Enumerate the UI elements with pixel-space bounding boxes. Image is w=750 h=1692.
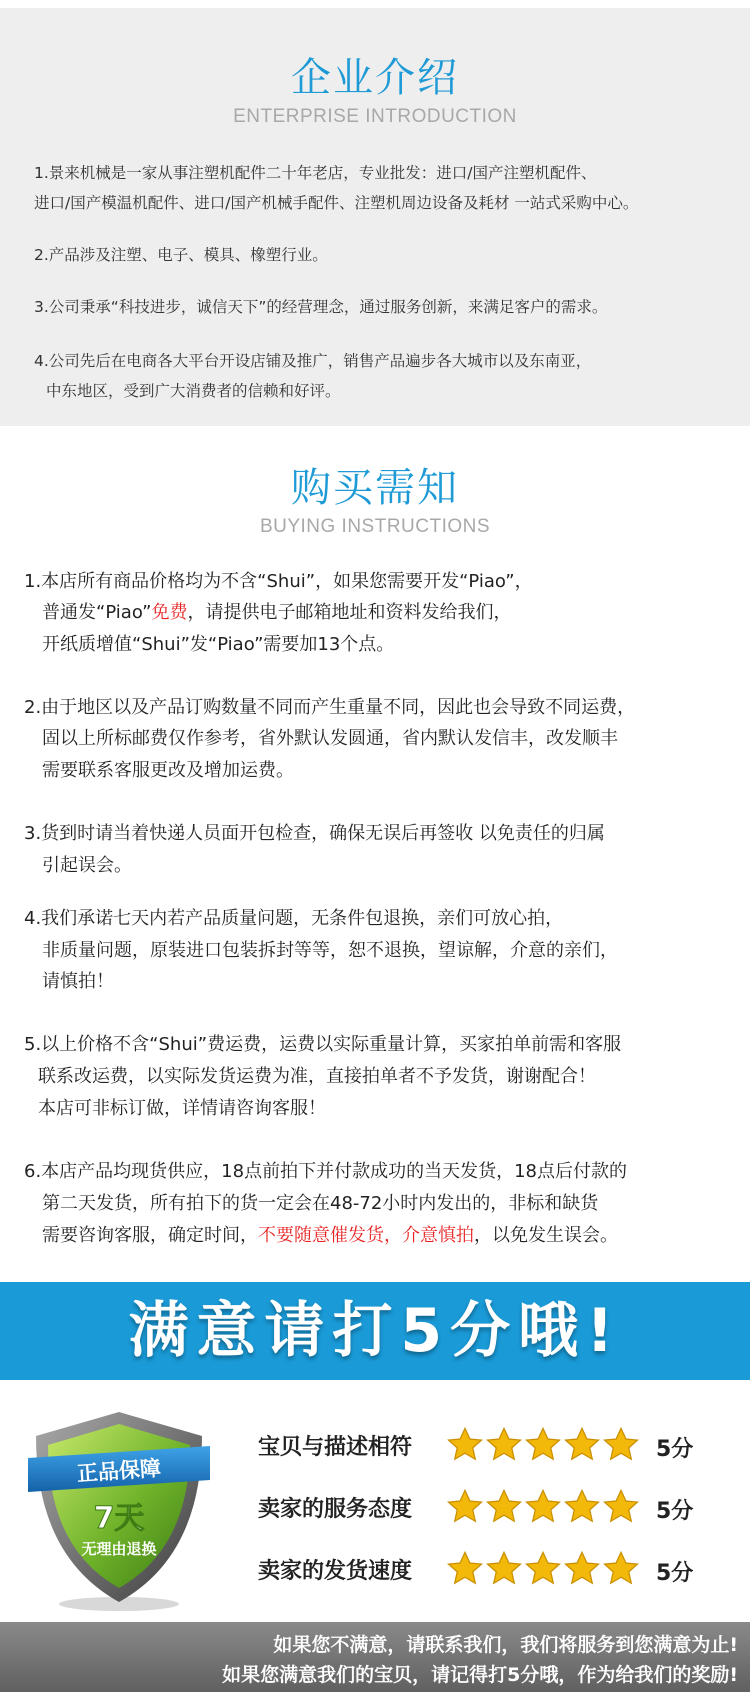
rating-row: [258, 1488, 718, 1528]
footer-bar: [0, 1622, 750, 1692]
star-group: [446, 1426, 641, 1466]
star-icon: [524, 1426, 562, 1464]
text-span: ，以免发生误会。: [474, 1225, 618, 1246]
buying-item-6-line-1: 6.本店产品均现货供应，18点前拍下并付款成功的当天发货，18点后付款的: [24, 1161, 627, 1182]
buying-item-2-line: 2.由于地区以及产品订购数量不同而产生重量不同，因此也会导致不同运费，: [24, 697, 636, 718]
star-icon: [602, 1488, 640, 1526]
rating-score: 5分: [656, 1499, 694, 1524]
badge-top-text: 正品保障: [76, 1456, 162, 1486]
rating-label: 卖家的发货速度: [258, 1559, 413, 1584]
buying-item-3-line: 引起误会。: [42, 855, 132, 876]
star-icon: [485, 1550, 523, 1588]
star-icon: [524, 1550, 562, 1588]
rating-banner: 满意请打5分哦!: [0, 1282, 750, 1380]
enterprise-subtitle: ENTERPRISE INTRODUCTION: [233, 106, 517, 127]
badge-days-text: 7天: [93, 1501, 145, 1536]
buying-item-5-line: 5.以上价格不含“Shui”费运费，运费以实际重量计算，买家拍单前需和客服: [24, 1034, 622, 1055]
buying-item-6-line-2: 第二天发货，所有拍下的货一定会在48-72小时内发出的，非标和缺货: [42, 1193, 599, 1214]
buying-item-5-line: 本店可非标订做，详情请咨询客服！: [38, 1098, 326, 1119]
rating-row: [258, 1550, 718, 1590]
text-span: 需要咨询客服，确定时间，: [42, 1225, 258, 1246]
enterprise-title: 企业介绍: [291, 55, 459, 101]
rating-score: 5分: [656, 1437, 694, 1462]
star-icon: [446, 1550, 484, 1588]
warning-highlight: 不要随意催发货，介意慎拍: [258, 1225, 474, 1246]
rating-label: 卖家的服务态度: [258, 1497, 413, 1522]
buying-item-3-line: 3.货到时请当着快递人员面开包检查，确保无误后再签收 以免责任的归属: [24, 823, 605, 844]
buying-subtitle: BUYING INSTRUCTIONS: [259, 516, 491, 537]
star-icon: [446, 1488, 484, 1526]
buying-item-6-line-3: [42, 1220, 618, 1251]
text-span: ，请提供电子邮箱地址和资料发给我们，: [187, 602, 512, 623]
buying-item-5-line: 联系改运费，以实际发货运费为准，直接拍单者不予发货，谢谢配合！: [38, 1066, 596, 1087]
badge-bottom-text: 无理由退换: [81, 1540, 157, 1558]
free-highlight: 免费: [151, 602, 188, 623]
buying-item-2-line: 固以上所标邮费仅作参考，省外默认发圆通，省内默认发信丰，改发顺丰: [42, 728, 618, 749]
buying-item-1-line-1: 1.本店所有商品价格均为不含“Shui”，如果您需要开发“Piao”，: [24, 571, 533, 592]
buying-title: 购买需知: [291, 465, 459, 511]
star-icon: [563, 1488, 601, 1526]
enterprise-line: 2.产品涉及注塑、电子、模具、橡塑行业。: [34, 246, 328, 264]
text-span: 普通发“Piao”: [42, 602, 152, 623]
star-icon: [563, 1426, 601, 1464]
enterprise-line: 中东地区，受到广大消费者的信赖和好评。: [46, 382, 341, 400]
enterprise-section: [0, 8, 750, 426]
shield-badge: [24, 1406, 214, 1616]
star-icon: [602, 1426, 640, 1464]
star-group: [446, 1550, 641, 1590]
buying-item-1-line-2: [42, 597, 512, 628]
star-icon: [485, 1426, 523, 1464]
rating-label: 宝贝与描述相符: [258, 1435, 413, 1460]
star-icon: [563, 1550, 601, 1588]
rating-score: 5分: [656, 1561, 694, 1586]
enterprise-line: 1.景来机械是一家从事注塑机配件二十年老店，专业批发：进口/国产注塑机配件、: [34, 164, 597, 182]
buying-item-4-line: 4.我们承诺七天内若产品质量问题，无条件包退换，亲们可放心拍，: [24, 908, 564, 929]
star-icon: [524, 1488, 562, 1526]
buying-item-4-line: 非质量问题，原装进口包装拆封等等，恕不退换，望谅解，介意的亲们，: [42, 940, 618, 961]
footer-line-1: 如果您不满意，请联系我们，我们将服务到您满意为止!: [273, 1634, 738, 1656]
star-icon: [446, 1426, 484, 1464]
star-icon: [485, 1488, 523, 1526]
rating-row: [258, 1426, 718, 1466]
buying-item-2-line: 需要联系客服更改及增加运费。: [42, 760, 294, 781]
footer-line-2: 如果您满意我们的宝贝，请记得打5分哦，作为给我们的奖励!: [222, 1664, 738, 1686]
enterprise-line: 3.公司秉承“科技进步，诚信天下”的经营理念，通过服务创新，来满足客户的需求。: [34, 298, 608, 316]
buying-item-1-line-3: 开纸质增值“Shui”发“Piao”需要加13个点。: [42, 634, 395, 655]
enterprise-line: 4.公司先后在电商各大平台开设店铺及推广，销售产品遍步各大城市以及东南亚，: [34, 352, 592, 370]
enterprise-line: 进口/国产模温机配件、进口/国产机械手配件、注塑机周边设备及耗材 一站式采购中心。: [34, 194, 639, 212]
rating-area: [0, 1380, 750, 1620]
star-icon: [602, 1550, 640, 1588]
star-group: [446, 1488, 641, 1528]
buying-item-4-line: 请慎拍！: [42, 971, 114, 992]
